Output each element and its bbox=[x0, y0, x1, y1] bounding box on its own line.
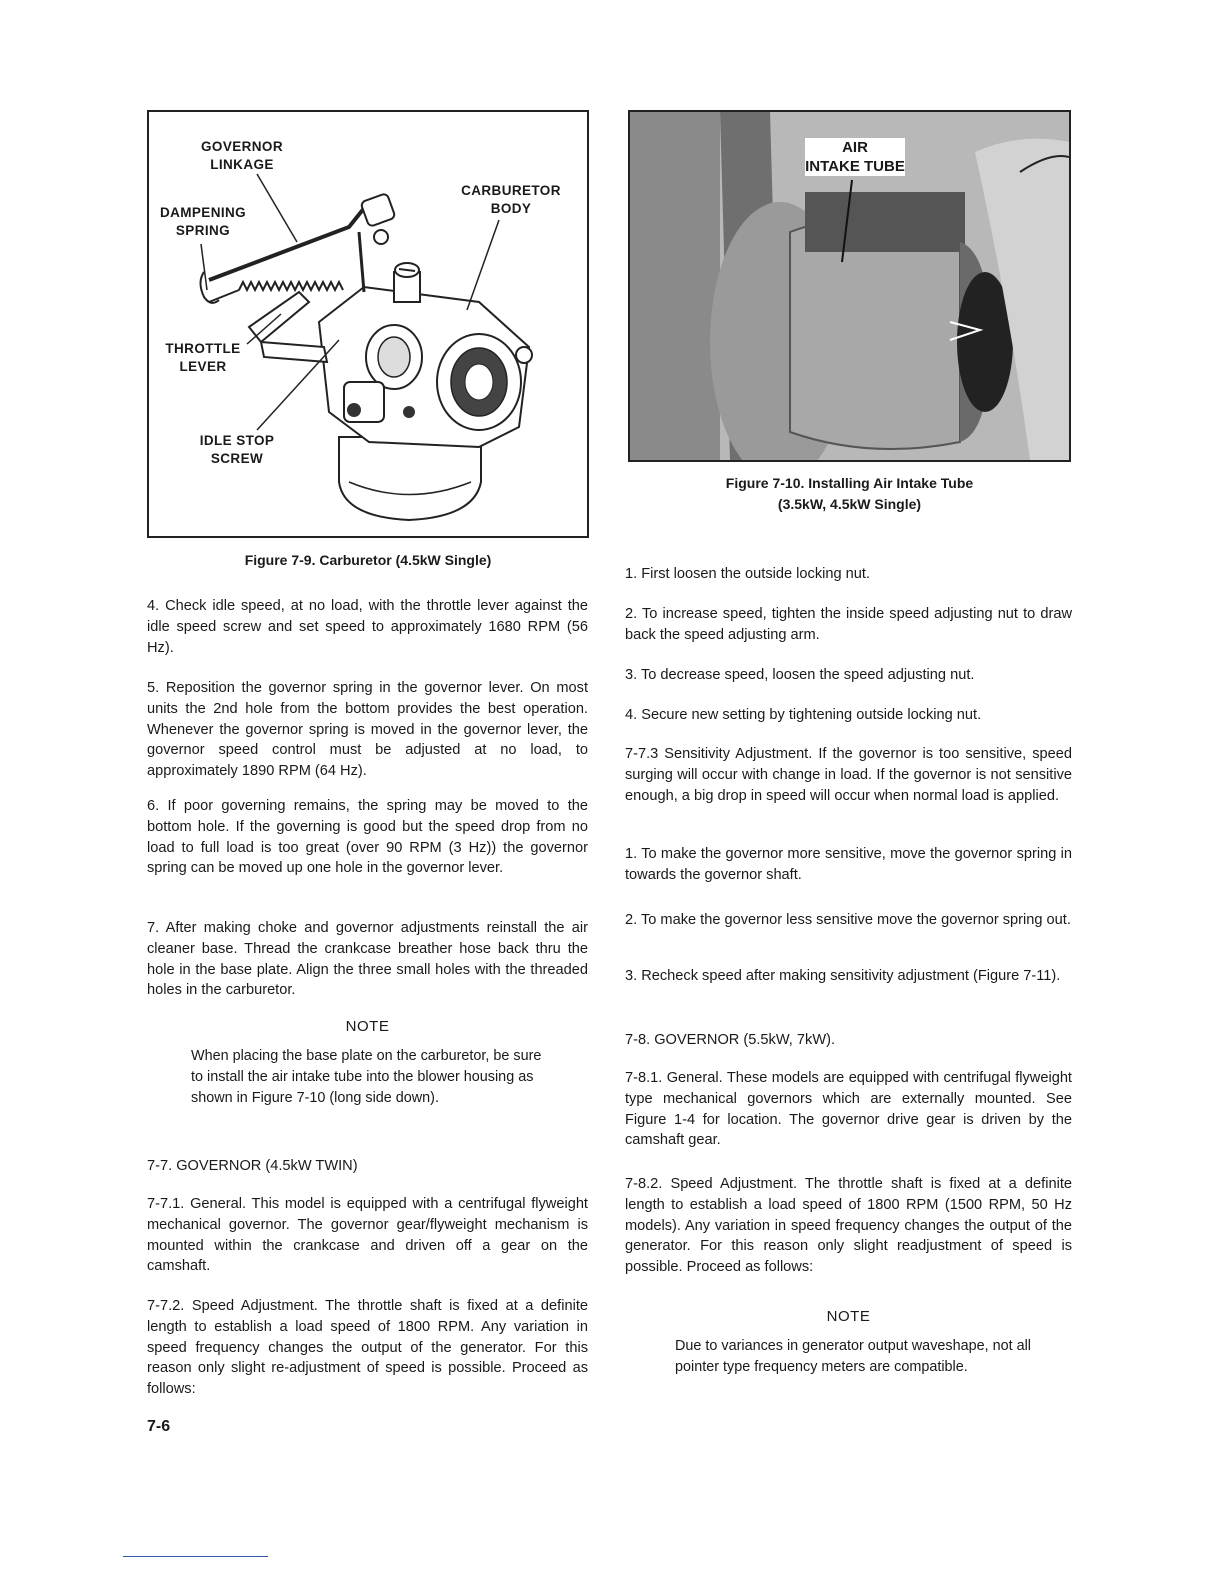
section-7-7-heading: 7-7. GOVERNOR (4.5kW TWIN) bbox=[147, 1158, 358, 1174]
label-throttle-lever: THROTTLE LEVER bbox=[165, 341, 241, 374]
step-6-paragraph: 6. If poor governing remains, the spring may be moved to the bottom hole. If the governing is good but the speed drop from no load to full load is too great (over 90 RPM (3 Hz)) the governor spring can be moved up one hole in the governor lever. bbox=[147, 798, 588, 877]
speed-step-2: 2. To increase speed, tighten the inside speed adjusting nut to draw back the speed adjusting arm. bbox=[625, 606, 1072, 643]
section-7-8-heading: 7-8. GOVERNOR (5.5kW, 7kW). bbox=[625, 1032, 836, 1048]
paragraph-7-7-3: 7-7.3 Sensitivity Adjustment. If the governor is too sensitive, speed surging will occur with change in load. If the governor is not sensitive enough, a big drop in speed will occur when normal load is applied. bbox=[625, 746, 1072, 804]
paragraph-7-8-1: 7-8.1. General. These models are equipped with centrifugal flyweight type mechanical governors which are externally mounted. See Figure 1-4 for location. The governor drive gear is driven by the camshaft gear. bbox=[625, 1070, 1072, 1149]
sensitivity-step-3: 3. Recheck speed after making sensitivity adjustment (Figure 7-11). bbox=[625, 968, 1061, 984]
footer-rule bbox=[123, 1556, 268, 1557]
page-number: 7-6 bbox=[147, 1418, 171, 1435]
step-5-paragraph: 5. Reposition the governor spring in the governor lever. On most units the 2nd hole from the bottom provides the best operation. Whenever the governor spring is moved in the governor lever, the governor speed control must be adjusted at no load, to approximately 1890 RPM (64 Hz). bbox=[147, 680, 588, 780]
label-governor-linkage: GOVERNOR LINKAGE bbox=[201, 139, 283, 172]
speed-step-4: 4. Secure new setting by tightening outside locking nut. bbox=[625, 707, 982, 723]
figure-7-9-caption: Figure 7-9. Carburetor (4.5kW Single) bbox=[244, 552, 492, 568]
sensitivity-step-1: 1. To make the governor more sensitive, move the governor spring in towards the governor shaft. bbox=[625, 846, 1072, 883]
paragraph-7-7-1: 7-7.1. General. This model is equipped with a centrifugal flyweight mechanical governor. The governor gear/flyweight mechanism is mounted within the crankcase and driven off a gear on the camshaft. bbox=[147, 1196, 588, 1275]
step-4-paragraph: 4. Check idle speed, at no load, with the throttle lever against the idle speed screw and set speed to approximately 1680 RPM (56 Hz). bbox=[147, 598, 588, 656]
label-dampening-spring: DAMPENING SPRING bbox=[159, 205, 247, 238]
note-heading-right: NOTE bbox=[826, 1308, 871, 1325]
note-body-left: When placing the base plate on the carburetor, be sure to install the air intake tube into the blower housing as shown in Figure 7-10 (long side down). bbox=[191, 1048, 542, 1106]
note-heading-left: NOTE bbox=[345, 1018, 390, 1035]
label-idle-stop-screw: IDLE STOP SCREW bbox=[199, 433, 275, 466]
speed-step-1: 1. First loosen the outside locking nut. bbox=[625, 566, 870, 582]
note-body-right: Due to variances in generator output waveshape, not all pointer type frequency meters are compatible. bbox=[675, 1338, 1031, 1375]
label-carburetor-body: CARBURETOR BODY bbox=[461, 183, 561, 216]
label-air-intake-tube: AIR INTAKE TUBE bbox=[805, 139, 905, 175]
figure-7-10-caption-line1: Figure 7-10. Installing Air Intake Tube bbox=[725, 475, 974, 491]
paragraph-7-8-2: 7-8.2. Speed Adjustment. The throttle shaft is fixed at a definite length to establish a load speed of 1800 RPM (1500 RPM, 50 Hz models). Any variation in speed frequency changes the output of the generator. For this reason only slight readjustment of speed is possible. Proceed as follows: bbox=[625, 1176, 1072, 1276]
figure-7-10-caption-line2: (3.5kW, 4.5kW Single) bbox=[777, 496, 922, 512]
paragraph-7-7-2: 7-7.2. Speed Adjustment. The throttle shaft is fixed at a definite length to establish a load speed of 1800 RPM. Any variation in speed frequency changes the output of the generator. For this reason only slight re-adjustment of speed is possible. Proceed as follows: bbox=[147, 1298, 588, 1398]
speed-step-3: 3. To decrease speed, loosen the speed adjusting nut. bbox=[625, 667, 975, 683]
carburetor-drawing bbox=[149, 112, 587, 536]
step-7-paragraph: 7. After making choke and governor adjustments reinstall the air cleaner base. Thread the crankcase breather hose back thru the hole in the base plate. Align the three small holes with the threaded holes in the carburetor. bbox=[147, 920, 588, 999]
sensitivity-step-2: 2. To make the governor less sensitive move the governor spring out. bbox=[625, 912, 1071, 928]
figure-7-9-carburetor bbox=[147, 110, 589, 538]
figure-7-10-photo bbox=[628, 110, 1071, 462]
